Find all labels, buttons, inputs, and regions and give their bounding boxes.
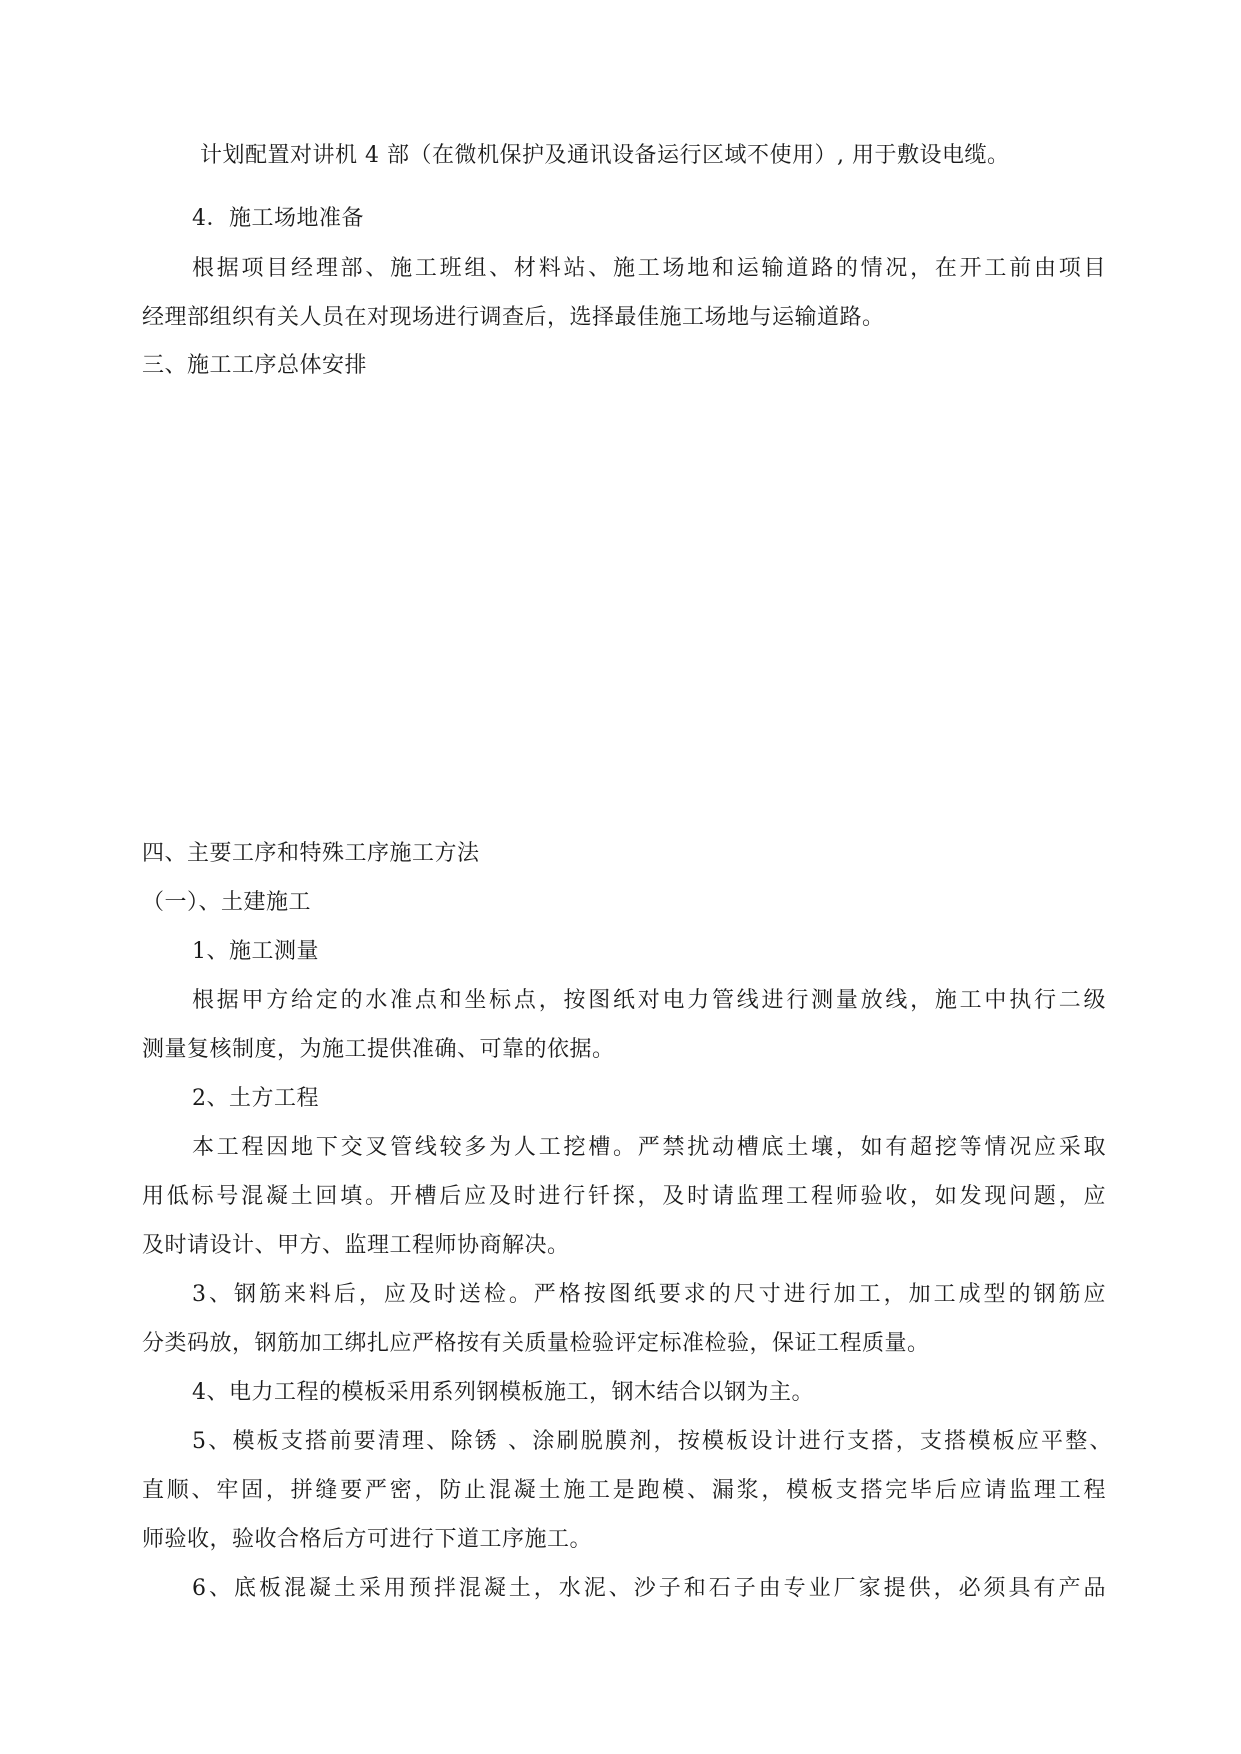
radio-config-line: 计划配置对讲机 4 部（在微机保护及通讯设备运行区域不使用）, 用于敷设电缆。 (200, 143, 1010, 168)
earthwork-heading: 2、土方工程 (192, 1086, 319, 1111)
formwork-support-para-line-1: 5、模板支搭前要清理、除锈 、涂刷脱膜剂，按模板设计进行支搭，支搭模板应平整、 (192, 1429, 1112, 1454)
formwork-support-para-line-2: 直顺、牢固，拼缝要严密，防止混凝土施工是跑模、漏浆，模板支搭完毕后应请监理工程 (142, 1478, 1106, 1503)
formwork-line: 4、电力工程的模板采用系列钢模板施工，钢木结合以钢为主。 (192, 1380, 814, 1405)
section-3-heading: 三、施工工序总体安排 (142, 353, 368, 378)
site-prep-para-line-2: 经理部组织有关人员在对现场进行调查后，选择最佳施工场地与运输道路。 (142, 305, 885, 330)
section-4-heading: 四、主要工序和特殊工序施工方法 (142, 841, 480, 866)
rebar-para-line-1: 3、钢筋来料后，应及时送检。严格按图纸要求的尺寸进行加工，加工成型的钢筋应 (192, 1282, 1106, 1307)
survey-para-line-1: 根据甲方给定的水准点和坐标点，按图纸对电力管线进行测量放线，施工中执行二级 (192, 988, 1106, 1013)
concrete-para-line-1: 6、底板混凝土采用预拌混凝土，水泥、沙子和石子由专业厂家提供，必须具有产品 (192, 1576, 1106, 1601)
earthwork-para-line-3: 及时请设计、甲方、监理工程师协商解决。 (142, 1233, 570, 1258)
survey-para-line-2: 测量复核制度，为施工提供准确、可靠的依据。 (142, 1037, 615, 1062)
survey-heading: 1、施工测量 (192, 939, 319, 964)
civil-works-heading: （一）、土建施工 (142, 890, 312, 915)
formwork-support-para-line-3: 师验收，验收合格后方可进行下道工序施工。 (142, 1527, 593, 1552)
earthwork-para-line-1: 本工程因地下交叉管线较多为人工挖槽。严禁扰动槽底土壤，如有超挖等情况应采取 (192, 1135, 1106, 1160)
site-prep-para-line-1: 根据项目经理部、施工班组、材料站、施工场地和运输道路的情况，在开工前由项目 (192, 256, 1106, 281)
site-prep-heading: 4．施工场地准备 (192, 206, 364, 231)
earthwork-para-line-2: 用低标号混凝土回填。开槽后应及时进行钎探，及时请监理工程师验收，如发现问题，应 (142, 1184, 1106, 1209)
rebar-para-line-2: 分类码放，钢筋加工绑扎应严格按有关质量检验评定标准检验，保证工程质量。 (142, 1331, 930, 1356)
